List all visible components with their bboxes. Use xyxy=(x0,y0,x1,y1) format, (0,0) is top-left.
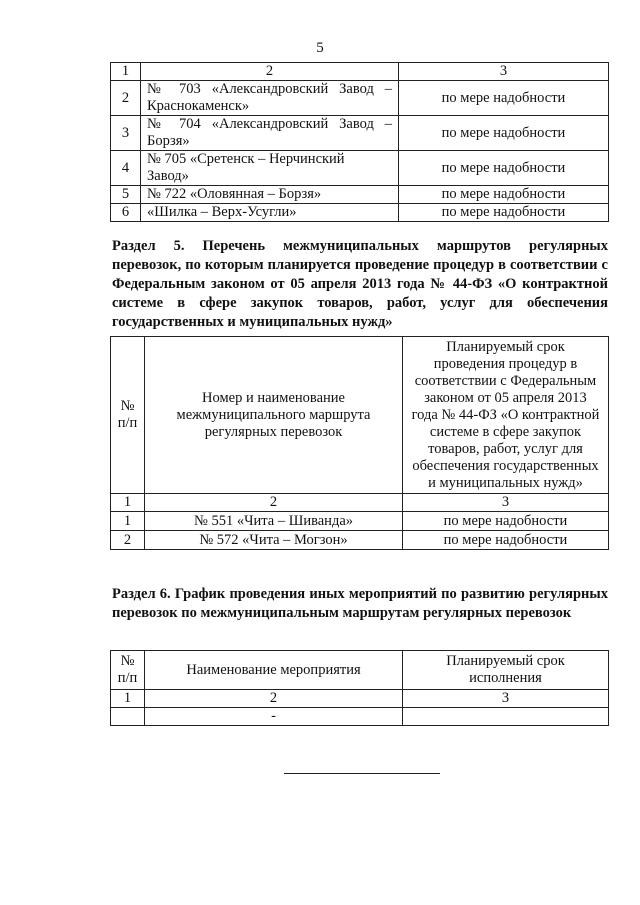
index-cell: 2 xyxy=(145,494,403,512)
row-number: 2 xyxy=(111,81,141,116)
table-row xyxy=(111,531,609,550)
planned-term: по мере надобности xyxy=(399,116,609,151)
section-5-heading: Раздел 5. Перечень межмуниципальных маршрутов регулярных перевозок, по которым планируется проведение процедур в соответствии с Федеральным законом от 05 апреля 2013 года № 44-ФЗ «О контрактной системе в сфере закупок товаров, работ, услуг для обеспечения государственных и муниципальных нужд» xyxy=(112,238,608,330)
table-header-row xyxy=(111,651,609,690)
planned-term: по мере надобности xyxy=(399,81,609,116)
table-row xyxy=(111,116,609,151)
index-cell: 2 xyxy=(141,63,399,81)
table-row xyxy=(111,708,609,726)
row-number: 3 xyxy=(111,116,141,151)
column-header-number: № п/п xyxy=(111,337,145,494)
column-header-term: Планируемый срок проведения процедур в соответствии с Федеральным законом от 05 апреля 2013 года № 44-ФЗ «О контрактной системе в сфере закупок товаров, работ, услуг для обеспечения государственных и муниципальных нужд» xyxy=(403,337,609,494)
index-cell: 2 xyxy=(145,690,403,708)
activity-name: - xyxy=(145,708,403,726)
column-index-row xyxy=(111,690,609,708)
index-cell: 3 xyxy=(403,494,609,512)
index-cell: 1 xyxy=(111,494,145,512)
table-header-row xyxy=(111,337,609,494)
index-cell: 1 xyxy=(111,690,145,708)
table-row xyxy=(111,512,609,531)
routes-table-continuation xyxy=(110,62,609,222)
route-name-line: Завод» xyxy=(147,168,189,184)
row-number: 1 xyxy=(111,512,145,531)
section-6-table xyxy=(110,650,609,726)
table-row xyxy=(111,81,609,116)
column-header-activity: Наименование мероприятия xyxy=(145,651,403,690)
route-name: «Шилка – Верх-Усугли» xyxy=(141,204,399,222)
planned-term: по мере надобности xyxy=(399,151,609,186)
planned-term: по мере надобности xyxy=(403,512,609,531)
column-header-route: Номер и наименование межмуниципального маршрута регулярных перевозок xyxy=(145,337,403,494)
section-5-table xyxy=(110,336,609,550)
index-cell: 3 xyxy=(403,690,609,708)
table-row xyxy=(111,204,609,222)
section-6-heading: Раздел 6. График проведения иных мероприятий по развитию регулярных перевозок по межмуниципальным маршрутам регулярных перевозок xyxy=(112,586,608,621)
table-row xyxy=(111,151,609,186)
index-cell: 1 xyxy=(111,63,141,81)
planned-term xyxy=(403,708,609,726)
route-name-line: № 704 «Александровский Завод – xyxy=(147,116,392,132)
column-header-term: Планируемый срок исполнения xyxy=(403,651,609,690)
route-name xyxy=(141,81,399,116)
route-name: № 551 «Чита – Шиванда» xyxy=(145,512,403,531)
route-name: № 572 «Чита – Могзон» xyxy=(145,531,403,550)
route-name-line: Краснокаменск» xyxy=(147,98,250,114)
route-name-line: № 705 «Сретенск – Нерчинский xyxy=(147,151,345,167)
route-name xyxy=(141,151,399,186)
row-number: 2 xyxy=(111,531,145,550)
route-name-line: Борзя» xyxy=(147,133,190,149)
route-name xyxy=(141,116,399,151)
route-name: № 722 «Оловянная – Борзя» xyxy=(141,186,399,204)
column-header-number: № п/п xyxy=(111,651,145,690)
row-number: 6 xyxy=(111,204,141,222)
row-number xyxy=(111,708,145,726)
route-name-line: № 703 «Александровский Завод – xyxy=(147,81,392,97)
index-cell: 3 xyxy=(399,63,609,81)
row-number: 5 xyxy=(111,186,141,204)
closing-rule xyxy=(284,773,440,774)
row-number: 4 xyxy=(111,151,141,186)
column-index-row xyxy=(111,494,609,512)
planned-term: по мере надобности xyxy=(403,531,609,550)
page-number: 5 xyxy=(316,40,324,56)
planned-term: по мере надобности xyxy=(399,186,609,204)
column-index-row xyxy=(111,63,609,81)
table-row xyxy=(111,186,609,204)
planned-term: по мере надобности xyxy=(399,204,609,222)
